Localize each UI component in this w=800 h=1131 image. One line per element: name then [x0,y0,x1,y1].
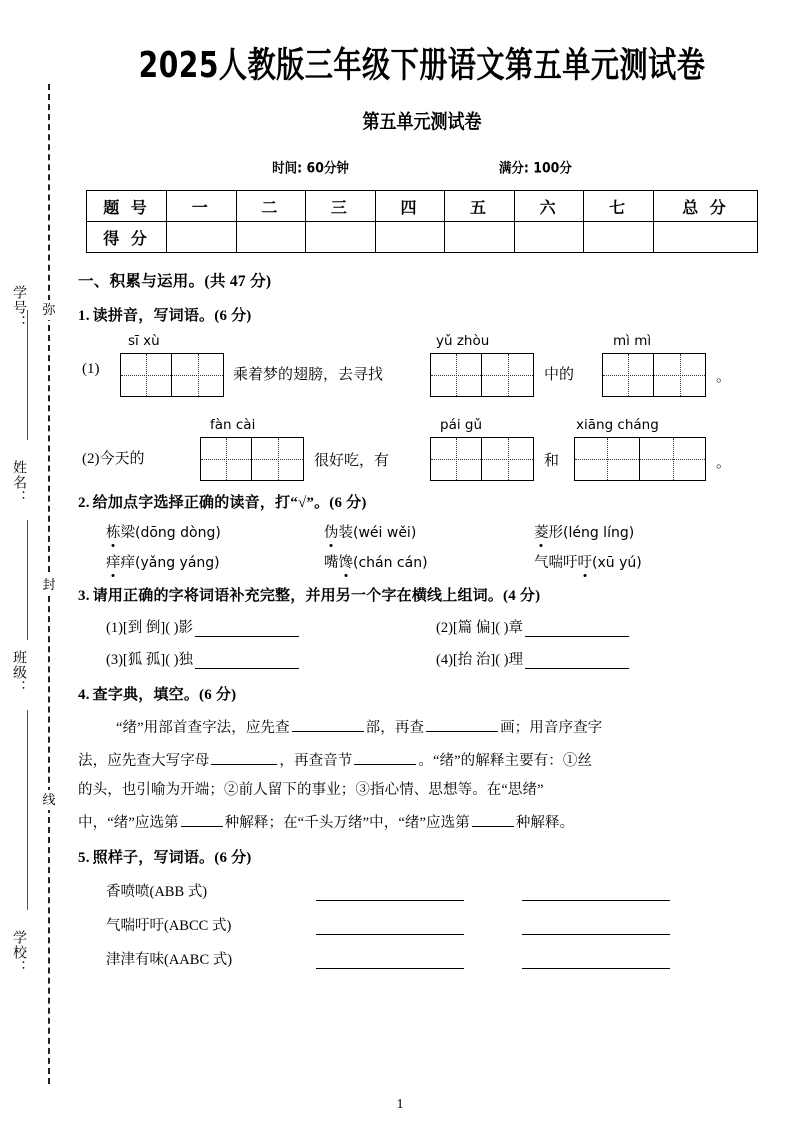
tianzige-cell[interactable] [640,438,705,480]
q3-item[interactable] [106,648,436,669]
pinyin-label: sī xù [128,333,160,349]
q5-answer-blank[interactable] [316,887,464,901]
q2-word-post: 形 [548,525,563,541]
score-input-cell[interactable] [306,222,376,253]
pinyin-label: pái gǔ [440,417,483,433]
q4-answer-blank[interactable] [292,717,364,732]
q4-text: 种解释。 [515,814,575,831]
score-table-cell: 六 [514,191,584,222]
q1-row1-text-3: 。 [716,369,732,385]
seal-word-xian: 线 [38,790,60,810]
pinyin-label: xiāng cháng [576,417,659,433]
q2-word-pre: 嘴 [324,555,339,571]
q4-text: 的头，也引喻为开端；②前人留下的事业；③指心情、思想等。在“思绪” [78,781,544,798]
q3-answer-blank[interactable] [525,654,629,669]
q5-answer-blank[interactable] [522,887,670,901]
q3-item-bracket: [到 倒] [122,620,166,636]
score-input-cell[interactable] [514,222,584,253]
q3-item-label: (3) [106,652,123,668]
exam-meta-row [78,157,766,177]
q3-item-paren[interactable]: ( ) [495,620,509,636]
q3-answer-blank[interactable] [525,622,629,637]
exam-total-score: 满分: 100分 [498,159,572,176]
q3-item-char: 理 [508,652,524,668]
score-table [86,190,758,253]
score-table-cell: 三 [306,191,376,222]
q2-dotted-char: 吁 [578,551,593,572]
q4-answer-blank[interactable] [426,717,498,732]
q5-term: 津津有味(AABC 式) [106,951,233,968]
question-5-number: 5. [78,849,90,866]
q4-text: 部，再查 [365,720,425,736]
q3-item-bracket: [篇 偏] [452,620,496,636]
q1-row2-label: (2)今天的 [82,451,145,467]
score-table-cell: 七 [584,191,654,222]
score-input-cell[interactable] [167,222,237,253]
seal-label-school: 学校： [11,930,26,975]
tianzige-box[interactable] [120,353,224,397]
q3-item-char: 独 [178,652,194,668]
q4-answer-blank[interactable] [472,812,514,827]
seal-rule-3 [27,710,28,910]
score-table-cell: 五 [445,191,515,222]
seal-label-student-id: 学号： [11,285,26,330]
q2-dotted-char: 痒 [106,551,121,572]
score-input-cell[interactable] [445,222,515,253]
q5-answer-blank[interactable] [522,921,670,935]
tianzige-cell[interactable] [482,438,533,480]
q4-text: 中，“绪”应选第 [78,814,179,831]
q3-answer-blank[interactable] [195,622,299,637]
tianzige-box[interactable] [574,437,706,481]
score-table-cell: 四 [375,191,445,222]
tianzige-cell[interactable] [201,438,252,480]
q3-item[interactable] [106,616,436,637]
q1-row2-text-2: 和 [544,453,560,469]
q2-pinyin-options[interactable]: (chán cán) [353,555,428,571]
q4-text: “绪”用部首查字法，应先查 [116,720,290,736]
q3-item-label: (2) [436,620,453,636]
exam-duration: 时间: 60分钟 [272,159,349,176]
page-number: 1 [396,1097,404,1112]
q2-word-post: 梁 [120,525,135,541]
seal-label-name: 姓名： [11,460,26,505]
question-2-heading [78,491,766,512]
question-4-heading [78,683,766,704]
question-5-row-3 [78,948,766,969]
score-table-row-label-score: 得 分 [87,222,167,253]
question-3-row-1 [78,616,766,637]
table-row [87,191,758,222]
q1-row1-text-1: 乘着梦的翅膀，去寻找 [233,367,384,383]
score-input-cell[interactable] [375,222,445,253]
q1-row2-text-3: 。 [716,455,732,471]
q3-item-paren[interactable]: ( ) [495,652,509,668]
tianzige-cell[interactable] [431,354,482,396]
question-1-title: 读拼音，写词语。(6 分) [92,308,252,324]
q2-choice-item[interactable] [106,521,324,542]
question-4-number: 4. [78,687,90,703]
q4-answer-blank[interactable] [211,750,277,765]
q2-dotted-char: 伪 [324,521,339,542]
question-4-line-4 [78,812,766,832]
page-subtitle: 第五单元测试卷 [362,110,482,134]
q2-word-pre: 气喘吁 [534,555,578,571]
tianzige-box[interactable] [200,437,304,481]
question-5-title: 照样子，写词语。(6 分) [92,849,252,866]
q3-item-label: (4) [436,652,453,668]
q2-choice-item[interactable] [324,551,534,572]
q3-item[interactable] [436,648,631,669]
q2-word-post: 装 [338,525,353,541]
tianzige-cell[interactable] [654,354,705,396]
score-table-cell-total: 总 分 [654,191,758,222]
q3-item-bracket: [抬 治] [452,652,496,668]
tianzige-cell[interactable] [482,354,533,396]
q4-answer-blank[interactable] [181,812,223,827]
score-input-cell[interactable] [236,222,306,253]
tianzige-cell[interactable] [172,354,223,396]
q5-term: 香喷喷(ABB 式) [106,883,208,900]
tianzige-box[interactable] [602,353,706,397]
q2-choice-item[interactable] [106,551,324,572]
q2-dotted-char: 栋 [106,521,121,542]
exam-paper-sheet [72,0,800,1131]
pinyin-label: yǔ zhòu [436,333,490,349]
seal-word-feng: 封 [38,575,60,595]
question-3-number: 3. [78,588,90,604]
q2-pinyin-options[interactable]: (xū yú) [592,555,642,571]
q3-item-label: (1) [106,620,123,636]
question-4-line-1 [78,717,766,737]
pinyin-label: fàn cài [210,417,256,433]
q4-text: ，再查音节 [279,752,353,769]
question-3-heading [78,584,766,605]
question-1-heading [78,304,766,325]
score-table-row-label-question: 题 号 [87,191,167,222]
q3-item-paren[interactable]: ( ) [165,652,179,668]
q2-choice-item[interactable] [534,521,634,542]
question-4-line-3 [78,783,766,799]
q1-row1-text-2: 中的 [544,367,575,383]
score-table-cell: 二 [236,191,306,222]
question-5-row-1 [78,880,766,901]
pinyin-label: mì mì [613,333,652,349]
q2-pinyin-options[interactable]: (wéi wěi) [353,525,417,541]
question-2-row-1 [78,521,766,542]
question-2-number: 2. [78,495,90,511]
tianzige-cell[interactable] [603,354,654,396]
q3-item-paren[interactable]: ( ) [165,620,179,636]
tianzige-box[interactable] [430,437,534,481]
seal-word-mi: 弥 [38,300,60,320]
tianzige-cell[interactable] [121,354,172,396]
q2-choice-item[interactable] [534,551,642,572]
question-2-title: 给加点字选择正确的读音，打“√”。(6 分) [92,495,367,511]
tianzige-cell[interactable] [431,438,482,480]
q5-answer-blank[interactable] [316,955,464,969]
q3-item-char: 章 [508,620,524,636]
q2-word-post: 痒 [120,555,135,571]
seal-margin-strip [0,0,72,1131]
question-3-title: 请用正确的字将词语补充完整，并用另一个字在横线上组词。(4 分) [92,588,541,604]
q2-pinyin-options[interactable]: (yǎng yáng) [135,555,220,571]
q4-answer-blank[interactable] [354,750,416,765]
tianzige-cell[interactable] [252,438,303,480]
q2-pinyin-options[interactable]: (léng líng) [563,525,635,541]
q3-answer-blank[interactable] [195,654,299,669]
question-4-line-2 [78,750,766,770]
q4-text: 法，应先查大写字母 [78,752,210,769]
question-5-row-2 [78,914,766,935]
question-1-row-1 [78,333,766,397]
question-2-row-2 [78,551,766,572]
question-5-heading [78,846,766,867]
score-input-cell[interactable] [584,222,654,253]
q3-item-bracket: [狐 孤] [122,652,166,668]
question-4-title: 查字典，填空。(6 分) [92,687,237,703]
seal-label-class: 班级： [11,650,26,695]
q1-row1-label: (1) [82,361,100,377]
q3-item-char: 影 [178,620,194,636]
q2-choice-item[interactable] [324,521,534,542]
seal-rule-2 [27,520,28,640]
q2-pinyin-options[interactable]: (dōng dòng) [135,525,221,541]
q1-row2-text-1: 很好吃，有 [314,453,390,469]
q3-item[interactable] [436,616,631,637]
question-3-row-2 [78,648,766,669]
tianzige-box[interactable] [430,353,534,397]
q4-text: 种解释；在“千头万绪”中，“绪”应选第 [224,814,470,831]
q2-dotted-char: 馋 [339,551,354,572]
question-1-number: 1. [78,308,90,324]
q5-answer-blank[interactable] [522,955,670,969]
section-heading-one: 一、积累与运用。(共 47 分) [78,273,272,290]
q4-text: 。“绪”的解释主要有：①丝 [418,752,593,769]
question-1-row-2 [78,417,766,481]
score-table-cell: 一 [167,191,237,222]
q4-text: 画；用音序查字 [500,720,603,736]
q2-dotted-char: 菱 [534,521,549,542]
q5-term: 气喘吁吁(ABCC 式) [106,917,232,934]
q5-answer-blank[interactable] [316,921,464,935]
page-title: 2025人教版三年级下册语文第五单元测试卷 [138,44,706,86]
table-row [87,222,758,253]
score-input-cell-total[interactable] [654,222,758,253]
tianzige-cell[interactable] [575,438,640,480]
